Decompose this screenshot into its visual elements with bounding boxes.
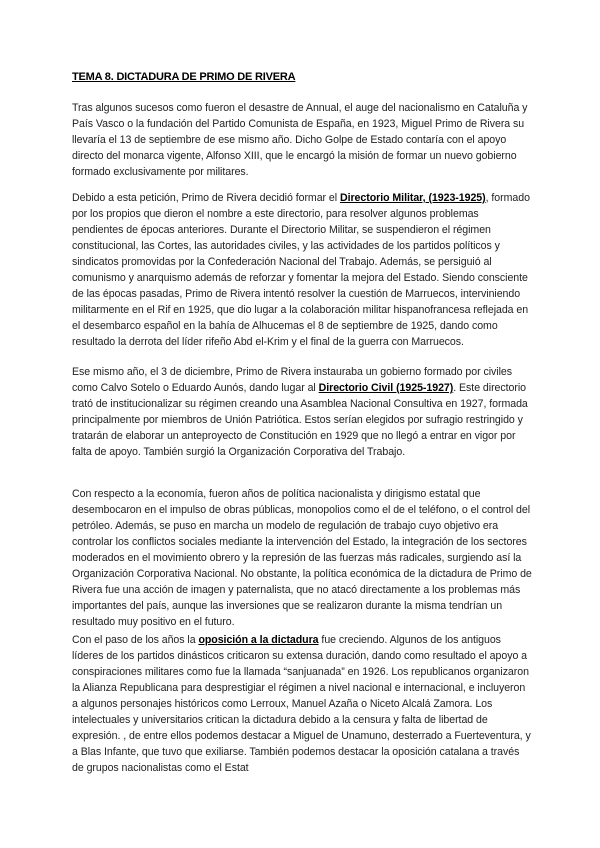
paragraph-text: Debido a esta petición, Primo de Rivera decidió formar el [72, 192, 340, 204]
paragraph-text: Con el paso de los años la [72, 634, 199, 646]
paragraph-text: . Este directorio trató de institucionalizar su régimen creando una Asamblea Nacional Consultiva en 1927, formada principalmente por miembros de Unión Patriótica. Estos serían elegidos por sufragio restringido y tratarán de elaborar un anteproyecto de Constitución en 1929 que no llegó a entrar en vigor por falta de apoyo. También surgió la Organización Corporativa del Trabajo. [72, 382, 528, 458]
paragraph-oposicion [72, 632, 532, 776]
page-title: TEMA 8. DICTADURA DE PRIMO DE RIVERA [72, 71, 296, 83]
paragraph-annual: Tras algunos sucesos como fueron el desastre de Annual, el auge del nacionalismo en Cataluña y País Vasco o la fundación del Partido Comunista de España, en 1923, Miguel Primo de Rivera su llevaría el 13 de septiembre de ese mismo año. Dicho Golpe de Estado contaría con el apoyo directo del monarca vigente, Alfonso XIII, que le encargó la misión de formar un nuevo gobierno formado exclusivamente por militares. [72, 102, 528, 178]
keyword-directorio-civil: Directorio Civil (1925-1927) [318, 382, 454, 394]
paragraph-directorio-militar [72, 190, 532, 350]
paragraph-text: fue creciendo. Algunos de los antiguos líderes de los partidos dinásticos criticaron su extensa duración, dando como resultado el apoyo a conspiraciones militares como fue la llamada “sanjuanada” en 1926. Los republicanos organizaron la Alianza Republicana para desprestigiar el régimen a nivel nacional e internacional, e incluyeron a algunos personajes históricos como Lerroux, Manuel Azaña o Niceto Alcalá Zamora. Los intelectuales y universitarios critican la dictadura debido a la censura y falta de libertad de expresión. , de entre ellos podemos destacar a Miguel de Unamuno, desterrado a Fuerteventura, y a Blas Infante, que tuvo que exiliarse. También podemos destacar la oposición catalana a través de grupos nacionalistas como el Estat [72, 634, 531, 774]
paragraph-directorio-civil [72, 364, 532, 460]
keyword-oposicion: oposición a la dictadura [198, 634, 319, 646]
paragraph-economia: Con respecto a la economía, fueron años de política nacionalista y dirigismo estatal que desembocaron en el impulso de obras públicas, monopolios como el de el teléfono, o el control del petróleo. Además, se puso en marcha un modelo de regulación de trabajo cuyo objetivo era controlar los conflictos sociales mediante la intervención del Estado, la integración de los sectores moderados en el movimiento obrero y la represión de las fuerzas más radicales, surgiendo así la Organización Corporativa Nacional. No obstante, la política económica de la dictadura de Primo de Rivera fue una acción de imagen y paternalista, que no atacó directamente a los problemas más importantes del país, aunque las inversiones que se realizaron durante la misma tendrían un resultado muy positivo en el futuro. [72, 488, 532, 628]
paragraph-text: , formado por los propios que dieron el nombre a este directorio, para resolver algunos problemas pendientes de épocas anteriores. Durante el Directorio Militar, se suspendieron el régimen constitucional, las Cortes, las autoridades civiles, y las actividades de los partidos políticos y sindicatos promovidas por la Confederación Nacional del Trabajo. Además, se persiguió al comunismo y anarquismo además de reforzar y fomentar la mejora del Estado. Siendo consciente de las épocas pasadas, Primo de Rivera intentó resolver la cuestión de Marruecos, interviniendo militarmente en el Rif en 1925, que dio lugar a la colaboración militar hispanofrancesa reflejada en el desembarco español en la bahía de Alhucemas el 8 de septiembre de 1925, dando como resultado la derrota del líder rifeño Abd el-Krim y el final de la guerra con Marruecos. [72, 192, 530, 348]
keyword-directorio-militar: Directorio Militar, (1923-1925) [339, 192, 486, 204]
paragraph-text: Ese mismo año, el 3 de diciembre, Primo de Rivera instauraba un gobierno formado por civiles como Calvo Sotelo o Eduardo Aunós, dando lugar al [72, 366, 512, 394]
